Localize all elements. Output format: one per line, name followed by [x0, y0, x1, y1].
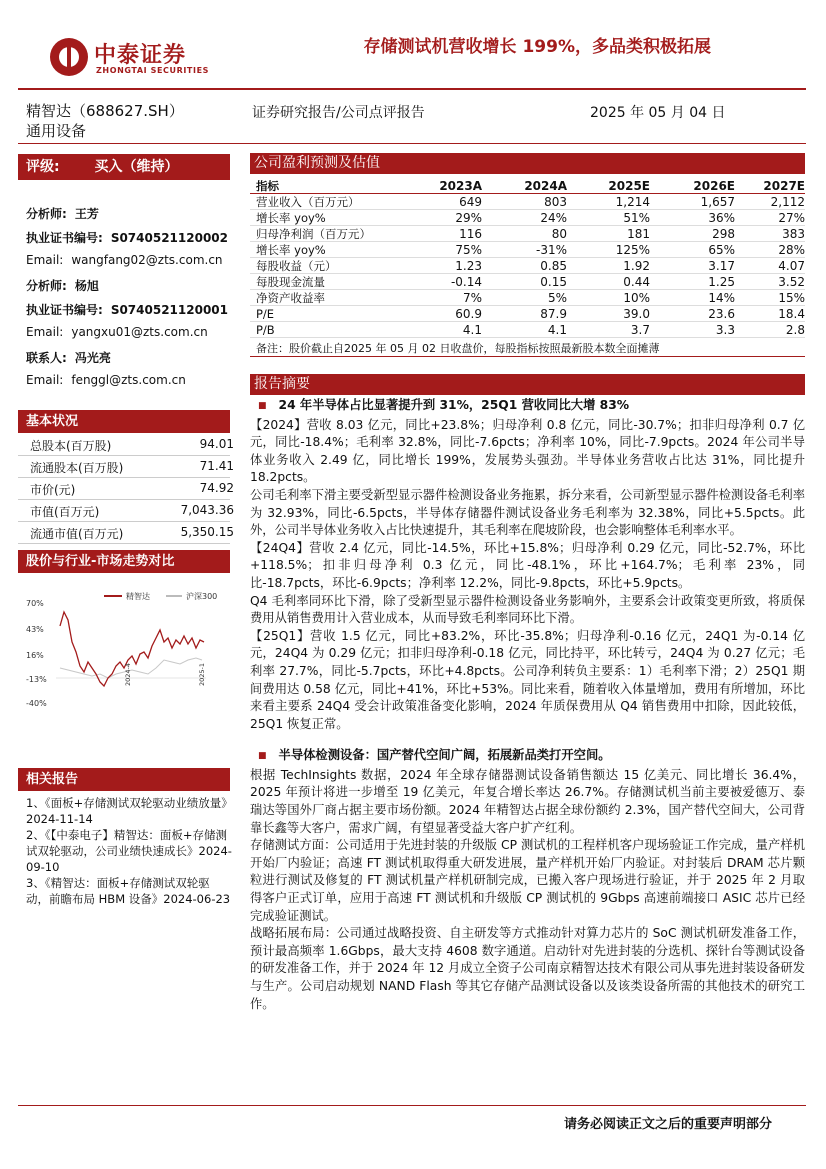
- summary-title: 报告摘要: [254, 376, 310, 392]
- analyst-line: [26, 301, 228, 318]
- forecast-value: 51%: [623, 211, 650, 225]
- summary-paragraph: 【24Q4】营收 2.4 亿元，同比-14.5%，环比+15.8%；归母净利 0.29 亿元，同比-52.7%，环比+118.5%；扣非归母净利 0.3 亿元，同比-48.1%，环比+164.7%；毛利率 23%，同比-18.7pcts，环比-6.9pcts；净利率 12.2%，同比-9.8pcts，环比+5.9pcts。: [250, 540, 805, 590]
- forecast-year: 2026E: [693, 179, 735, 193]
- forecast-value: 1.25: [708, 275, 735, 289]
- forecast-value: 10%: [623, 291, 650, 305]
- stock-chart-title: 股价与行业-市场走势对比: [26, 554, 175, 569]
- summary-paragraph: 【2024】营收 8.03 亿元，同比+23.8%；归母净利 0.8 亿元，同比-30.7%；扣非归母净利 0.7 亿元，同比-18.4%；毛利率 32.8%，同比-7.6pcts；净利率 10%，同比-7.9pcts。2024 年公司半导体业务收入 2.49 亿，同比增长 199%，发展势头强劲。半导体业务营收占比达 31%，同比提升 18.2pcts。: [250, 417, 805, 485]
- subheader-divider: [18, 143, 806, 144]
- forecast-value: -31%: [535, 243, 567, 257]
- forecast-value: 1,657: [700, 195, 735, 209]
- forecast-title: 公司盈利预测及估值: [254, 155, 380, 171]
- forecast-value: 7%: [462, 291, 482, 305]
- summary-bar: [250, 374, 805, 395]
- forecast-value: 803: [544, 195, 567, 209]
- row-divider: [18, 543, 230, 544]
- forecast-bottom-line: [250, 356, 805, 357]
- summary-paragraph: 根据 TechInsights 数据，2024 年全球存储器测试设备销售额达 15 亿美元、同比增长 36.4%，2025 年预计将进一步增至 19 亿美元，年复合增长率达 26.7%。存储测试机当前主要被爱德万、泰瑞达等国外厂商占据主要市场份额。2024 年精智达占据全球份额约 2.3%，国产替代空间大，公司背靠长鑫等大客户，需求广阔，有望显著受益大客户扩产红利。: [250, 767, 805, 835]
- forecast-value: 0.44: [623, 275, 650, 289]
- analyst-name: 杨旭: [74, 279, 99, 293]
- stock-chart-bar: [18, 550, 230, 573]
- analyst-line: [26, 277, 99, 294]
- forecast-value: 0.15: [540, 275, 567, 289]
- basic-info-label: 市价(元): [30, 483, 76, 497]
- forecast-year: 2023A: [439, 179, 482, 193]
- forecast-value: 80: [551, 227, 567, 241]
- basic-info-value: 94.01: [199, 437, 234, 451]
- analyst-role: Email:: [26, 253, 64, 267]
- forecast-value: 0.85: [540, 259, 567, 273]
- basic-info-label: 流通市值(百万元): [30, 527, 124, 541]
- analyst-email[interactable]: fenggl@zts.com.cn: [71, 373, 186, 387]
- forecast-row: [250, 194, 805, 210]
- analyst-email[interactable]: yangxu01@zts.com.cn: [71, 325, 208, 339]
- forecast-value: 28%: [778, 243, 805, 257]
- forecast-value: 60.9: [455, 307, 482, 321]
- summary-paragraph: 公司毛利率下滑主要受新型显示器件检测设备业务拖累，拆分来看，公司新型显示器件检测设备毛利率为 32.93%，同比-6.5pcts，半导体存储器件测试设备业务毛利率为 32.38%，同比+5.5pcts。此外，公司半导体业务收入占比快速提升，其毛利率在爬坡阶段，也会影响整体毛利率水平。: [250, 487, 805, 538]
- basic-info-label: 流通股本(百万股): [30, 461, 124, 475]
- forecast-value: 4.1: [462, 323, 482, 337]
- forecast-metric: 归母净利润（百万元）: [256, 227, 371, 241]
- analyst-role: Email:: [26, 373, 64, 387]
- forecast-value: 87.9: [540, 307, 567, 321]
- analyst-line: [26, 253, 223, 267]
- forecast-metric: 增长率 yoy%: [256, 243, 326, 257]
- ytick-label: 16%: [26, 651, 44, 660]
- summary-heading: ■ 半导体检测设备：国产替代空间广阔，拓展新品类打开空间。: [250, 747, 805, 767]
- analyst-name: 王芳: [74, 207, 99, 221]
- forecast-metric: 增长率 yoy%: [256, 211, 326, 225]
- forecast-value: 15%: [778, 291, 805, 305]
- forecast-metric: 营业收入（百万元）: [256, 195, 360, 209]
- forecast-value: 3.17: [708, 259, 735, 273]
- forecast-value: 23.6: [708, 307, 735, 321]
- forecast-row: [250, 242, 805, 258]
- stock-chart: [26, 582, 234, 710]
- analyst-role: 执业证书编号:: [26, 303, 103, 317]
- summary-heading: ■ 24 年半导体占比显著提升到 31%，25Q1 营收同比大增 83%: [250, 397, 805, 417]
- analyst-role: Email:: [26, 325, 64, 339]
- forecast-value: 65%: [708, 243, 735, 257]
- basic-info-value: 71.41: [199, 459, 234, 473]
- forecast-value: 1,214: [615, 195, 650, 209]
- forecast-year: 2024A: [524, 179, 567, 193]
- forecast-value: 75%: [455, 243, 482, 257]
- ytick-label: -13%: [26, 675, 47, 684]
- analyst-name: S0740521120002: [110, 231, 228, 245]
- forecast-value: 27%: [778, 211, 805, 225]
- legend-stock: 精智达: [126, 592, 150, 601]
- row-divider: [18, 477, 230, 478]
- forecast-metric: 每股现金流量: [256, 275, 325, 289]
- xtick-label: 2025-1: [198, 662, 206, 686]
- forecast-value: 3.3: [715, 323, 735, 337]
- forecast-value: 14%: [708, 291, 735, 305]
- related-bar: [18, 768, 230, 791]
- forecast-value: 3.7: [630, 323, 650, 337]
- ytick-label: 43%: [26, 625, 44, 634]
- forecast-row: [250, 290, 805, 306]
- ytick-label: -40%: [26, 699, 47, 708]
- analyst-line: [26, 325, 208, 339]
- forecast-metric: P/B: [256, 323, 275, 337]
- row-divider: [18, 499, 230, 500]
- xtick-label: 2024-4: [124, 662, 132, 686]
- forecast-table: [250, 178, 805, 338]
- forecast-row: [250, 322, 805, 338]
- analyst-line: [26, 373, 186, 387]
- rating-value: 买入（维持）: [94, 159, 179, 175]
- related-report-link[interactable]: 1、《面板+存储测试双轮驱动业绩放量》2024-11-14: [26, 796, 227, 826]
- stock-line: [60, 612, 204, 686]
- ytick-label: 70%: [26, 599, 44, 608]
- analyst-name: S0740521120001: [110, 303, 228, 317]
- basic-info-value: 7,043.36: [180, 503, 234, 517]
- report-type: 证券研究报告/公司点评报告: [252, 105, 425, 121]
- logo-text-en: ZHONGTAI SECURITIES: [96, 66, 209, 75]
- forecast-year: 2025E: [608, 179, 650, 193]
- forecast-value: 1.92: [623, 259, 650, 273]
- footer-disclaimer: 请务必阅读正文之后的重要声明部分: [563, 1117, 772, 1132]
- analyst-line: [26, 205, 99, 222]
- forecast-value: 4.07: [778, 259, 805, 273]
- forecast-header-label: 指标: [256, 179, 279, 193]
- analyst-role: 分析师:: [26, 207, 67, 221]
- forecast-metric: 每股收益（元）: [256, 259, 337, 273]
- header-divider: [18, 88, 806, 90]
- forecast-value: 39.0: [623, 307, 650, 321]
- analyst-line: [26, 349, 111, 366]
- forecast-value: 181: [627, 227, 650, 241]
- industry-name: 通用设备: [26, 122, 87, 140]
- footer-divider: [18, 1105, 806, 1106]
- summary-paragraph: Q4 毛利率同环比下滑，除了受新型显示器件检测设备业务影响外，主要系会计政策变更所致，将质保费用从销售费用计入营业成本，从而导致毛利率同环比下滑。: [250, 593, 805, 626]
- forecast-value: 125%: [615, 243, 650, 257]
- summary-paragraph: 战略拓展布局：公司通过战略投资、自主研发等方式推动针对算力芯片的 SoC 测试机研发准备工作，预计最高频率 1.6Gbps，最大支持 4608 数字通道。启动针对先进封装的分选机、探针台等测试设备的研发准备工作，并于 2024 年 12 月成立全资子公司南京精智达技术有限公司从事先进封装设备研发与生产。公司启动规划 NAND Flash 等其它存储产品测试设备以及该类设备所需的其他技术的研究工作。: [250, 926, 805, 1011]
- related-report-link[interactable]: 3、《精智达：面板+存储测试双轮驱动，前瞻布局 HBM 设备》2024-06-23: [26, 876, 231, 906]
- forecast-value: 298: [712, 227, 735, 241]
- forecast-value: -0.14: [450, 275, 482, 289]
- forecast-value: 36%: [708, 211, 735, 225]
- forecast-metric: P/E: [256, 307, 275, 321]
- forecast-value: 2,112: [770, 195, 805, 209]
- analyst-role: 分析师:: [26, 279, 67, 293]
- analyst-email[interactable]: wangfang02@zts.com.cn: [71, 253, 223, 267]
- forecast-value: 5%: [547, 291, 567, 305]
- report-date: 2025 年 05 月 04 日: [590, 105, 726, 121]
- forecast-value: 116: [459, 227, 482, 241]
- logo-mark-icon: [50, 38, 88, 76]
- analyst-name: 冯光亮: [74, 351, 111, 365]
- basic-info-value: 74.92: [199, 481, 234, 495]
- forecast-metric: 净资产收益率: [256, 291, 325, 305]
- row-divider: [18, 455, 230, 456]
- rating-bar: [18, 154, 230, 180]
- forecast-header-row: [250, 178, 805, 194]
- summary-paragraph: 存储测试方面：公司适用于先进封装的升级版 CP 测试机的工程样机客户现场验证工作完成，量产样机开始厂内验证；高速 FT 测试机取得重大研发进展，量产样机开始厂内验证。对封装后 DRAM 芯片颗粒进行测试及修复的 FT 测试机量产样机研制完成，已搬入客户现场进行验证，并于 2025 年 2 月取得客户正式订单，应用于高速 FT 测试机和升级版 CP 测试机的 9Gbps 高速前端接口 ASIC 芯片已经完成验证测试。: [250, 838, 805, 923]
- forecast-row: [250, 274, 805, 290]
- basic-info-bar: [18, 410, 230, 433]
- forecast-year: 2027E: [763, 179, 805, 193]
- related-reports: [26, 795, 232, 907]
- basic-info-label: 总股本(百万股): [30, 439, 112, 453]
- stock-chart-svg: [26, 582, 234, 710]
- related-report-link[interactable]: 2、《【中泰电子】精智达：面板+存储测试双轮驱动，公司业绩快速成长》2024-09-10: [26, 828, 232, 874]
- forecast-row: [250, 306, 805, 322]
- forecast-value: 649: [459, 195, 482, 209]
- forecast-row: [250, 258, 805, 274]
- forecast-row: [250, 210, 805, 226]
- related-title: 相关报告: [26, 772, 79, 787]
- forecast-bar: [250, 153, 805, 174]
- rating-label: 评级:: [26, 159, 60, 175]
- summary-body: [250, 397, 805, 1013]
- forecast-note: 备注：股价截止自2025 年 05 月 02 日收盘价，每股指标按照最新股本数全面摊薄: [256, 342, 660, 355]
- forecast-value: 18.4: [778, 307, 805, 321]
- summary-paragraph: 【25Q1】营收 1.5 亿元，同比+83.2%，环比-35.8%；归母净利-0.16 亿元，24Q1 为-0.14 亿元，24Q4 为 0.29 亿元；扣非归母净利-0.18 亿元，同比持平，环比转亏，24Q4 为 0.27 亿元；毛利率 27.7%，同比-5.7pcts，环比+4.8pcts。公司净利转负主要系：1）毛利率下滑；2）25Q1 期间费用达 0.58 亿元，同比+41%，环比+53%。同比来看，随着收入体量增加，费用有所增加，环比来看主要系 24Q4 受会计政策准备变化影响，2024 年质保费用从 Q4 销售费用中扣除，因此较低，25Q1 恢复正常。: [250, 628, 805, 731]
- forecast-row: [250, 226, 805, 242]
- logo-text-cn: 中泰证券: [94, 43, 187, 68]
- analyst-role: 执业证书编号:: [26, 231, 103, 245]
- report-title: 存储测试机营收增长 199%，多品类积极拓展: [363, 37, 711, 57]
- analyst-line: [26, 229, 228, 246]
- forecast-value: 1.23: [455, 259, 482, 273]
- basic-info-label: 市值(百万元): [30, 505, 100, 519]
- forecast-value: 383: [782, 227, 805, 241]
- basic-info-title: 基本状况: [26, 414, 79, 429]
- company-name: 精智达（688627.SH）: [26, 102, 184, 120]
- forecast-value: 3.52: [778, 275, 805, 289]
- forecast-value: 2.8: [785, 323, 805, 337]
- forecast-value: 29%: [455, 211, 482, 225]
- row-divider: [18, 521, 230, 522]
- forecast-value: 4.1: [547, 323, 567, 337]
- analyst-role: 联系人:: [26, 351, 67, 365]
- legend-index: 沪深300: [186, 592, 218, 601]
- forecast-value: 24%: [540, 211, 567, 225]
- company-logo: [50, 38, 215, 80]
- basic-info-value: 5,350.15: [180, 525, 234, 539]
